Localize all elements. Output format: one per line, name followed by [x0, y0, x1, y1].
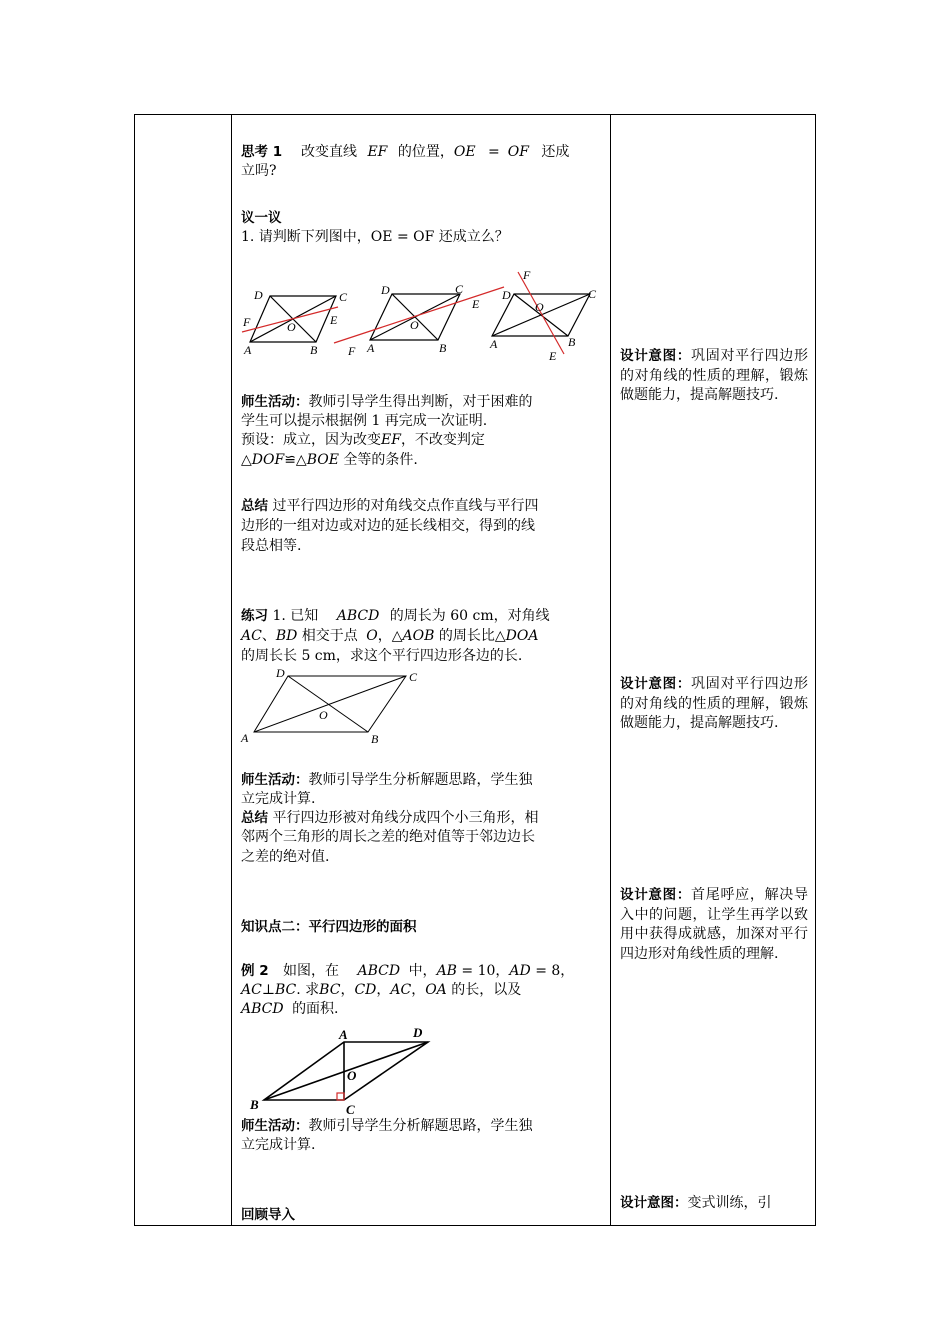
- activity1-var-boe: BOE: [306, 452, 339, 468]
- example2-var-cd: CD: [354, 982, 377, 998]
- design-intent-3-text: 首尾呼应，解决导入中的问题，让学生再学以致用中获得成就感，加深对平行四边形对角线性质的理解.: [620, 887, 809, 962]
- abcd-diagonal-ac: [254, 676, 406, 732]
- think1-var-of: OF: [507, 144, 529, 160]
- example2-var-ad: AD: [509, 963, 531, 979]
- review-heading: 回顾导入: [241, 1207, 295, 1223]
- abcd-label-b: B: [371, 732, 379, 746]
- abcd-label-d: D: [276, 666, 285, 680]
- example2-text1c: = 10，: [461, 963, 510, 979]
- design-intent-2: [620, 675, 808, 734]
- example2-line2: [241, 981, 521, 1000]
- exercise1-text2c: ，△: [377, 628, 403, 644]
- fig1-label-d: D: [254, 288, 263, 302]
- exercise1-line3: 的周长长 5 cm，求这个平行四边形各边的长.: [241, 648, 523, 664]
- activity1-line2: 学生可以提示根据例 1 再完成一次证明.: [241, 413, 488, 429]
- think1-label: 思考 1: [241, 144, 283, 160]
- design-intent-4-text: 变式训练，引: [687, 1195, 772, 1211]
- fig2-diagonal-bd: [392, 294, 438, 340]
- table-left-border: [134, 114, 135, 1226]
- activity1-var-dof: DOF: [251, 452, 285, 468]
- activity2-text1: 教师引导学生分析解题思路，学生独: [308, 772, 533, 788]
- fig3-label-b: B: [568, 335, 576, 349]
- example2-var-ab: AB: [436, 963, 457, 979]
- exercise1-var-abcd: ABCD: [336, 608, 380, 624]
- activity2-line2: 立完成计算.: [241, 791, 316, 807]
- example2-text2b: . 求: [296, 982, 320, 998]
- summary1-line3: 段总相等.: [241, 538, 302, 554]
- example2-line1: [241, 962, 574, 981]
- fig1-label-b: B: [310, 343, 318, 357]
- fig3-label-c: C: [588, 287, 597, 301]
- example2-var-abcd: ABCD: [357, 963, 401, 979]
- fig1-label-f: F: [243, 315, 251, 329]
- summary1-label: 总结: [241, 498, 268, 514]
- exercise1-label: 练习: [241, 608, 268, 624]
- summary2-line1: [241, 809, 538, 828]
- activity1-label: 师生活动：: [241, 394, 309, 410]
- activity1-triangle1: △: [241, 452, 252, 468]
- fig2-red-line-ef: [334, 287, 504, 343]
- activity1-line3: [241, 431, 485, 450]
- think1-text1: 改变直线: [301, 144, 357, 160]
- parallelogram-fig2: [334, 282, 504, 358]
- exercise1-var-doa: DOA: [505, 628, 539, 644]
- example2-text2f: 的长，以及: [451, 982, 522, 998]
- design-intent-1: [620, 347, 808, 406]
- activity1-text3a: 预设：成立，因为改变: [241, 432, 381, 448]
- figure-three-parallelograms: [238, 266, 608, 366]
- column-divider-2: [610, 114, 611, 1226]
- think1-var-oe: OE: [453, 144, 476, 160]
- think1-equals: =: [488, 144, 500, 160]
- activity1-line1: [241, 393, 533, 412]
- example2-text1b: 中，: [408, 963, 437, 979]
- column-divider-1: [231, 114, 232, 1226]
- example2-comma3: ，: [411, 982, 426, 998]
- parallelogram-fig1: [242, 288, 348, 357]
- think1-line2: 立吗?: [241, 163, 277, 179]
- figure-example2: [240, 1020, 440, 1120]
- example2-line3: [241, 1000, 339, 1019]
- design-intent-3: [620, 886, 808, 964]
- activity1-text1: 教师引导学生得出判断，对于困难的: [308, 394, 533, 410]
- fig2-label-c: C: [455, 282, 464, 296]
- fig2-label-o: O: [410, 318, 419, 332]
- fig1-label-a: A: [244, 343, 252, 357]
- activity2-line1: [241, 771, 533, 790]
- abcd-label-a: A: [241, 731, 249, 745]
- ex2-right-angle-mark: [337, 1093, 344, 1100]
- activity3-text1: 教师引导学生分析解题思路，学生独: [308, 1118, 533, 1134]
- activity2-label: 师生活动：: [241, 772, 309, 788]
- summary2-line3: 之差的绝对值.: [241, 849, 330, 865]
- fig3-label-d: D: [502, 288, 511, 302]
- design-intent-2-text: 巩固对平行四边形的对角线的性质的理解，锻炼做题能力，提高解题技巧.: [620, 676, 809, 731]
- fig1-label-o: O: [287, 320, 296, 334]
- example2-text1a: 如图，在: [283, 963, 340, 979]
- table-top-border: [134, 114, 816, 115]
- activity1-text4c: 全等的条件.: [338, 452, 418, 468]
- example2-var-ac: AC: [241, 982, 262, 998]
- example2-label: 例 2: [241, 963, 269, 979]
- fig2-label-e: E: [472, 297, 480, 311]
- exercise1-var-o: O: [366, 628, 378, 644]
- ex2-label-a: A: [339, 1027, 348, 1042]
- ex2-label-o: O: [347, 1068, 357, 1083]
- activity1-congruent: ≌△: [284, 452, 307, 468]
- ex2-label-b: B: [250, 1097, 259, 1112]
- exercise1-var-ac: AC: [241, 628, 262, 644]
- example2-comma1: ，: [340, 982, 355, 998]
- exercise1-line1: [241, 607, 550, 626]
- abcd-diagonal-bd: [288, 676, 368, 732]
- design-intent-4-label: 设计意图：: [620, 1195, 688, 1211]
- example2-comma2: ，: [376, 982, 391, 998]
- example2-var-ac2: AC: [390, 982, 412, 998]
- fig3-label-o: O: [535, 300, 544, 314]
- example2-var-oa: OA: [425, 982, 447, 998]
- exercise1-sep: 、: [261, 628, 276, 644]
- discuss-heading: 议一议: [241, 210, 282, 226]
- example2-var-bc: BC: [275, 982, 297, 998]
- fig1-label-e: E: [330, 313, 338, 327]
- summary2-line2: 邻两个三角形的周长之差的绝对值等于邻边边长: [241, 829, 535, 845]
- summary2-label: 总结: [241, 810, 268, 826]
- abcd-label-o: O: [319, 708, 328, 722]
- think1-var-ef: EF: [367, 144, 388, 160]
- think1-text2: 的位置，: [397, 144, 454, 160]
- parallelogram-fig3: [489, 268, 597, 363]
- exercise1-var-aob: AOB: [402, 628, 435, 644]
- ex2-diagonal-bd: [264, 1042, 428, 1100]
- exercise1-var-bd: BD: [275, 628, 298, 644]
- summary1-line2: 边形的一组对边或对边的延长线相交，得到的线: [241, 518, 535, 534]
- activity3-label: 师生活动：: [241, 1118, 309, 1134]
- think1-text3: 还成: [541, 144, 570, 160]
- activity1-line4: [241, 451, 418, 470]
- exercise1-text1a: 1. 已知: [272, 608, 319, 624]
- summary1-text1: 过平行四边形的对角线交点作直线与平行四: [272, 498, 539, 514]
- activity3-line2: 立完成计算.: [241, 1137, 316, 1153]
- example2-text1d: = 8，: [535, 963, 575, 979]
- exercise1-text2b: 相交于点: [301, 628, 358, 644]
- think1-line1: [241, 143, 569, 162]
- example2-perp: ⊥: [261, 982, 275, 998]
- design-intent-1-text: 巩固对平行四边形的对角线的性质的理解，锻炼做题能力，提高解题技巧.: [620, 348, 809, 403]
- summary1-line1: [241, 497, 538, 516]
- fig3-label-e: E: [549, 349, 557, 363]
- fig2-label-f: F: [348, 344, 356, 358]
- fig2-label-d: D: [381, 283, 390, 297]
- exercise1-text1b: 的周长为 60 cm，对角线: [389, 608, 550, 624]
- example2-var-abcd2: ABCD: [241, 1001, 284, 1017]
- activity1-text3b: ，不改变判定: [400, 432, 485, 448]
- activity3-line1: [241, 1117, 533, 1136]
- discuss-question: 1. 请判断下列图中，OE = OF 还成立么？: [241, 229, 509, 245]
- table-bottom-border: [134, 1225, 816, 1226]
- fig2-label-a: A: [367, 341, 375, 355]
- knowledge2-heading: 知识点二：平行四边形的面积: [241, 919, 417, 935]
- example2-var-bc2: BC: [319, 982, 341, 998]
- abcd-label-c: C: [409, 670, 418, 684]
- exercise1-line2: [241, 627, 538, 646]
- fig3-label-f: F: [523, 268, 531, 282]
- ex2-label-d: D: [413, 1025, 423, 1040]
- table-right-border: [815, 114, 816, 1226]
- design-intent-3-label: 设计意图：: [620, 887, 692, 903]
- fig1-label-c: C: [339, 290, 348, 304]
- summary2-text1: 平行四边形被对角线分成四个小三角形，相: [272, 810, 539, 826]
- exercise1-text2d: 的周长比△: [438, 628, 506, 644]
- figure-parallelogram-abcd: [238, 664, 428, 750]
- example2-text3a: 的面积.: [292, 1001, 339, 1017]
- design-intent-2-label: 设计意图：: [620, 676, 692, 692]
- design-intent-1-label: 设计意图：: [620, 348, 692, 364]
- ex2-label-c: C: [346, 1102, 355, 1117]
- fig2-label-b: B: [439, 341, 447, 355]
- design-intent-4: [620, 1194, 808, 1214]
- fig3-label-a: A: [490, 337, 498, 351]
- activity1-var-ef: EF: [381, 432, 401, 448]
